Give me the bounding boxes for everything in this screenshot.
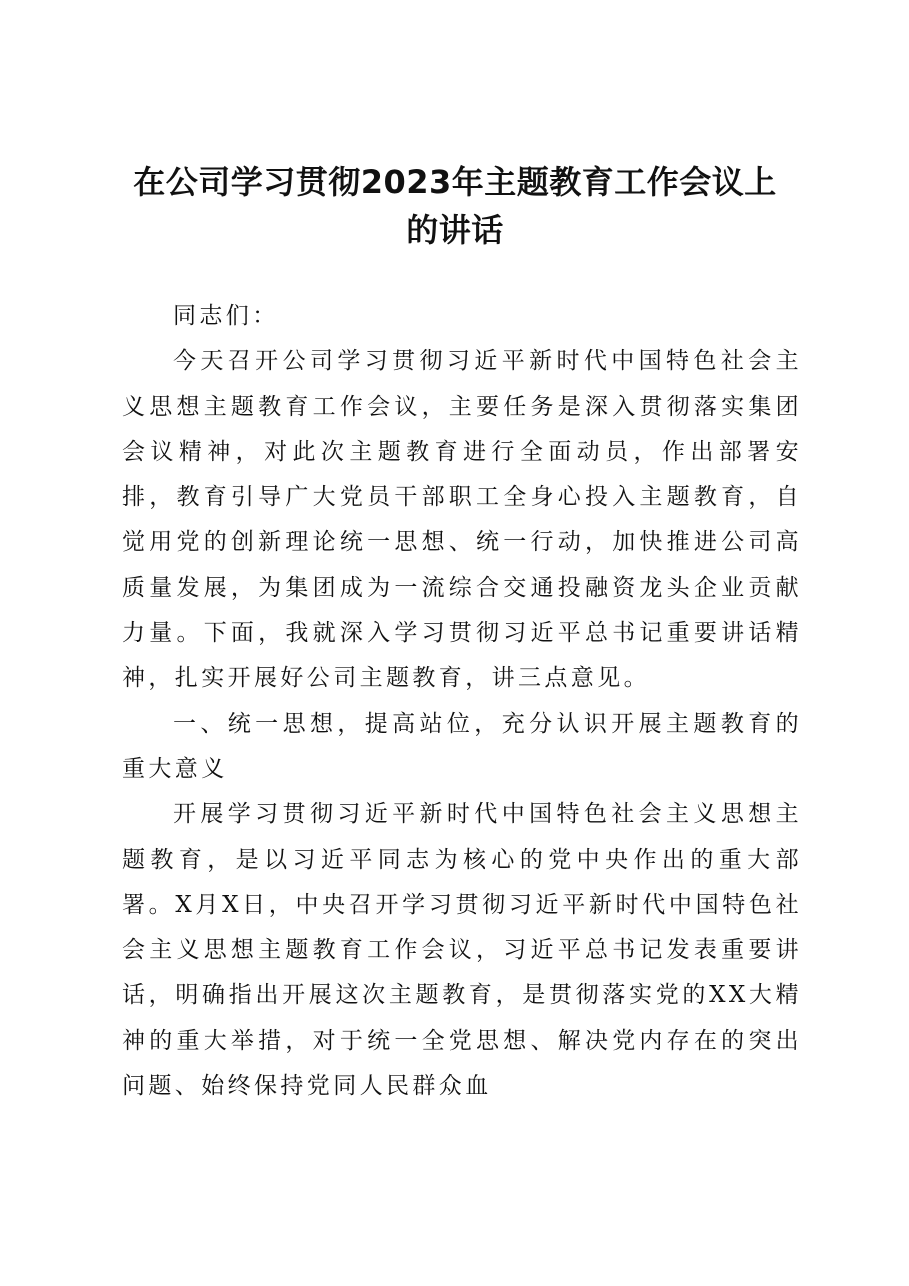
document-body [122,294,802,1109]
section-heading-1: 一、统一思想，提高站位，充分认识开展主题教育的重大意义 [122,710,802,782]
document-title [110,158,800,254]
salutation: 同志们： [173,303,279,329]
paragraph-intro: 今天召开公司学习贯彻习近平新时代中国特色社会主义思想主题教育工作会议，主要任务是深入贯彻落实集团会议精神，对此次主题教育进行全面动员，作出部署安排，教育引导广大党员干部职工全身心投入主题教育，自觉用党的创新理论统一思想、统一行动，加快推进公司高质量发展，为集团成为一流综合交通投融资龙头企业贡献力量。下面，我就深入学习贯彻习近平总书记重要讲话精神，扎实开展好公司主题教育，讲三点意见。 [122,348,802,692]
paragraph-section-1: 开展学习贯彻习近平新时代中国特色社会主义思想主题教育，是以习近平同志为核心的党中央作出的重大部署。X月X日，中央召开学习贯彻习近平新时代中国特色社会主义思想主题教育工作会议，习近平总书记发表重要讲话，明确指出开展这次主题教育，是贯彻落实党的XX大精神的重大举措，对于统一全党思想、解决党内存在的突出问题、始终保持党同人民群众血 [122,801,802,1100]
title-line-1: 在公司学习贯彻2023年主题教育工作会议上 [133,163,777,201]
title-line-2: 的讲话 [406,211,504,249]
